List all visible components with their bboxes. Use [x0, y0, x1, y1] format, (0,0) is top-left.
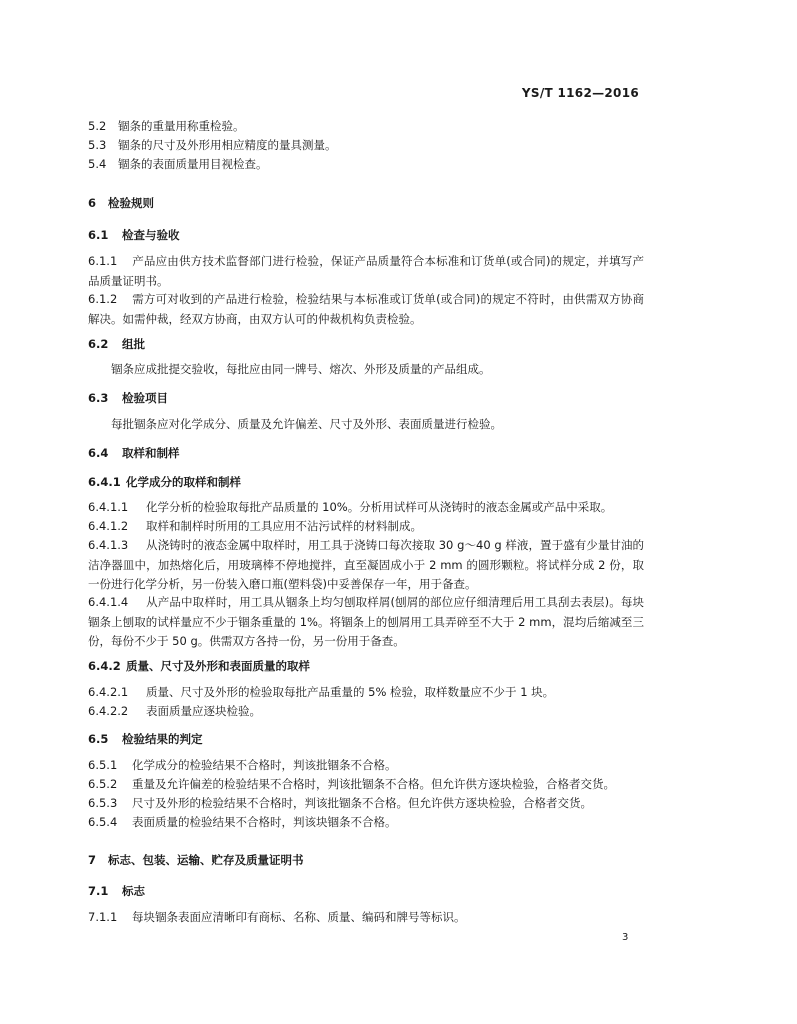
clause-number: 5.3 — [88, 138, 107, 152]
clause-text: 锢条的重量用称重检验。 — [118, 119, 245, 133]
heading-number: 7.1 — [88, 884, 109, 898]
chapter-heading-7 — [88, 851, 644, 871]
section-heading-6-3 — [88, 389, 644, 409]
clause-6-4-1-1 — [88, 498, 644, 518]
clause-text: 表面质量的检验结果不合格时，判该块锢条不合格。 — [132, 815, 397, 829]
clause-text: 锢条的尺寸及外形用相应精度的量具测量。 — [118, 138, 337, 152]
page-number: 3 — [622, 932, 629, 943]
clause-6-4-1-4 — [88, 593, 644, 652]
clause-text: 取样和制样时所用的工具应用不沾污试样的材料制成。 — [146, 519, 422, 533]
heading-number: 6.1 — [88, 228, 109, 242]
standard-number: YS/T 1162—2016 — [521, 86, 639, 100]
heading-text: 标志 — [122, 884, 145, 898]
subsection-heading-6-4-1 — [88, 473, 644, 493]
clause-text: 锢条的表面质量用目视检查。 — [118, 157, 268, 171]
clause-5-4 — [88, 155, 644, 175]
clause-number: 6.4.2.1 — [88, 685, 129, 699]
clause-number: 5.4 — [88, 157, 107, 171]
clause-text: 化学成分的检验结果不合格时，判该批锢条不合格。 — [132, 758, 397, 772]
chapter-heading-6 — [88, 194, 644, 214]
section-heading-7-1 — [88, 882, 644, 902]
heading-number: 6.4.2 — [88, 659, 121, 673]
clause-6-4-2-1 — [88, 683, 644, 703]
clause-6-5-4 — [88, 813, 644, 833]
section-heading-6-1 — [88, 226, 644, 246]
clause-5-2 — [88, 117, 644, 137]
heading-text: 标志、包装、运输、贮存及质量证明书 — [108, 853, 304, 867]
clause-6-4-1-2 — [88, 517, 644, 537]
clause-number: 6.5.2 — [88, 777, 118, 791]
clause-number: 5.2 — [88, 119, 107, 133]
heading-number: 6.2 — [88, 337, 109, 351]
heading-number: 6.4 — [88, 446, 109, 460]
heading-number: 6.3 — [88, 391, 109, 405]
subsection-heading-6-4-2 — [88, 657, 644, 677]
clause-text: 每块锢条表面应清晰印有商标、名称、质量、编码和牌号等标识。 — [132, 910, 466, 924]
section-heading-6-5 — [88, 730, 644, 750]
heading-text: 检验结果的判定 — [122, 732, 203, 746]
clause-number: 7.1.1 — [88, 910, 118, 924]
clause-text: 产品应由供方技术监督部门进行检验，保证产品质量符合本标准和订货单(或合同)的规定，并填写产品质量证明书。 — [88, 254, 644, 288]
clause-number: 6.4.1.1 — [88, 500, 129, 514]
clause-number: 6.4.1.4 — [88, 595, 129, 609]
clause-text: 表面质量应逐块检验。 — [146, 704, 261, 718]
heading-text: 检验项目 — [122, 391, 168, 405]
clause-6-5-2 — [88, 775, 644, 795]
heading-number: 6 — [88, 196, 97, 210]
clause-number: 6.1.2 — [88, 292, 118, 306]
clause-6-5-3 — [88, 794, 644, 814]
heading-number: 6.5 — [88, 732, 109, 746]
clause-number: 6.4.2.2 — [88, 704, 129, 718]
clause-text: 尺寸及外形的检验结果不合格时，判该批锢条不合格。但允许供方逐块检验，合格者交货。 — [132, 796, 592, 810]
section-heading-6-2 — [88, 335, 644, 355]
paragraph-6-3: 每批锢条应对化学成分、质量及允许偏差、尺寸及外形、表面质量进行检验。 — [111, 417, 502, 431]
heading-number: 7 — [88, 853, 97, 867]
clause-number: 6.5.4 — [88, 815, 118, 829]
clause-text: 重量及允许偏差的检验结果不合格时，判该批锢条不合格。但允许供方逐块检验，合格者交货。 — [132, 777, 615, 791]
heading-text: 质量、尺寸及外形和表面质量的取样 — [126, 659, 310, 673]
clause-6-1-1 — [88, 252, 644, 291]
clause-text: 从产品中取样时，用工具从锢条上均匀刨取样屑(刨屑的部位应仔细清理后用工具刮去表层)。每块锢条上刨取的试样量应不少于锢条重量的 1%。将锢条上的刨屑用工具弄碎至不大于 2 mm，混均后缩减至三份，每份不少于 50 g。供需双方各持一份，另一份用于备查。 — [88, 595, 644, 648]
clause-6-4-2-2 — [88, 702, 644, 722]
clause-text: 需方可对收到的产品进行检验，检验结果与本标准或订货单(或合同)的规定不符时，由供需双方协商解决。如需仲裁，经双方协商，由双方认可的仲裁机构负责检验。 — [88, 292, 644, 326]
heading-text: 组批 — [122, 337, 145, 351]
heading-text: 检验规则 — [108, 196, 154, 210]
paragraph-6-2: 锢条应成批提交验收，每批应由同一牌号、熔次、外形及质量的产品组成。 — [111, 362, 491, 376]
heading-number: 6.4.1 — [88, 475, 121, 489]
clause-number: 6.4.1.2 — [88, 519, 129, 533]
clause-number: 6.1.1 — [88, 254, 118, 268]
clause-6-5-1 — [88, 756, 644, 776]
clause-text: 质量、尺寸及外形的检验取每批产品重量的 5% 检验，取样数量应不少于 1 块。 — [146, 685, 555, 699]
section-heading-6-4 — [88, 444, 644, 464]
clause-7-1-1 — [88, 908, 644, 928]
heading-text: 化学成分的取样和制样 — [126, 475, 241, 489]
clause-5-3 — [88, 136, 644, 156]
clause-number: 6.5.1 — [88, 758, 118, 772]
heading-text: 检查与验收 — [122, 228, 180, 242]
clause-number: 6.4.1.3 — [88, 538, 129, 552]
clause-6-4-1-3 — [88, 536, 644, 595]
clause-number: 6.5.3 — [88, 796, 118, 810]
clause-6-1-2 — [88, 290, 644, 329]
clause-text: 化学分析的检验取每批产品质量的 10%。分析用试样可从浇铸时的液态金属或产品中采取。 — [146, 500, 613, 514]
clause-text: 从浇铸时的液态金属中取样时，用工具于浇铸口每次接取 30 g～40 g 样液，置于盛有少量甘油的洁净器皿中，加热熔化后，用玻璃棒不停地搅拌，直至凝固成小于 2 mm 的圆形颗粒。将试样分成 2 份，取一份进行化学分析，另一份装入磨口瓶(塑料袋)中妥善保存一年，用于备查。 — [88, 538, 644, 591]
heading-text: 取样和制样 — [122, 446, 180, 460]
